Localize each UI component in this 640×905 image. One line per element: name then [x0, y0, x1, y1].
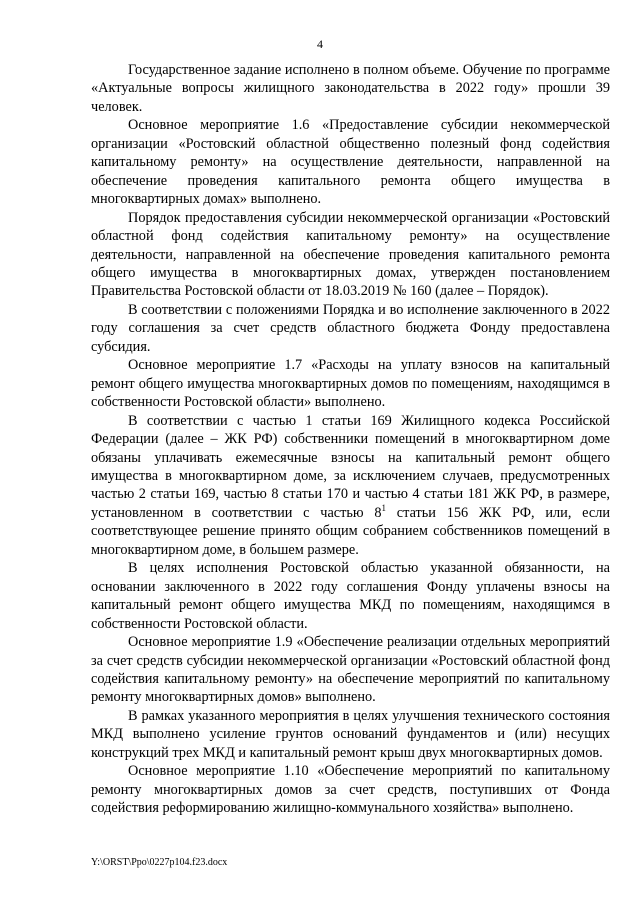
paragraph-state-task: Государственное задание исполнено в полном объеме. Обучение по программе «Актуальные вопросы жилищного законодательства в 2022 году» прошли 39 человек.: [91, 62, 610, 115]
paragraph-technical-condition: В рамках указанного мероприятия в целях улучшения технического состояния МКД выполнено усиление грунтов оснований фундаментов и (или) несущих конструкций трех МКД и капитальный ремонт крыш двух многоквартирных домов.: [91, 707, 610, 761]
paragraph-contributions-paid: В целях исполнения Ростовской областью указанной обязанности, на основании заключенного в 2022 году соглашения Фонду уплачены взносы на капитальный ремонт общего имущества МКД по помещениям, находящимся в собственности Ростовской области.: [91, 560, 610, 632]
document-body: [91, 61, 610, 818]
footer-file-path: Y:\ORST\Ppo\0227p104.f23.docx: [91, 857, 228, 868]
paragraph-measure-1-10: Основное мероприятие 1.10 «Обеспечение мероприятий по капитальному ремонту многоквартирных домов за счет средств, поступивших от Фонда содействия реформированию жилищно-коммунального хозяйства» выполнено.: [91, 763, 610, 817]
page-number: 4: [317, 37, 323, 51]
paragraph-housing-code: [91, 412, 610, 560]
paragraph-subsidy-provided: В соответствии с положениями Порядка и во исполнение заключенного в 2022 году соглашения за счет средств областного бюджета Фонду предоставлена субсидия.: [91, 301, 610, 355]
paragraph-measure-1-7: Основное мероприятие 1.7 «Расходы на уплату взносов на капитальный ремонт общего имущества многоквартирных домов по помещениям, находящимся в собственности Ростовской области» выполнено.: [91, 357, 610, 411]
housing-code-text-end: статьи 156 ЖК РФ, или, если соответствующее решение принято общим собранием собственников помещений в многоквартирном доме, в большем размере.: [91, 504, 611, 558]
paragraph-measure-1-9: Основное мероприятие 1.9 «Обеспечение реализации отдельных мероприятий за счет средств субсидии некоммерческой организации «Ростовский областной фонд содействия капитальному ремонту» на обеспечение мероприятий по капитальному ремонту многоквартирных домов» выполнено.: [91, 634, 610, 706]
housing-code-text-start: В соответствии с частью 1 статьи 169 Жилищного кодекса Российской Федерации (далее – ЖК РФ) собственники помещений в многоквартирном доме обязаны уплачивать ежемесячные взносы на капитальный ремонт общего имущества в многоквартирном доме, за исключением случаев, предусмотренных частью 2 статьи 169, частью 8 статьи 170 и частью 4 статьи 181 ЖК РФ, в размере, установленном в соответствии с частью 8: [91, 412, 610, 521]
paragraph-subsidy-procedure: Порядок предоставления субсидии некоммерческой организации «Ростовский областной фонд содействия капитальному ремонту» на осуществление деятельности, направленной на обеспечение проведения капитального ремонта общего имущества в многоквартирных домах, утвержден постановлением Правительства Ростовской области от 18.03.2019 № 160 (далее – Порядок).: [91, 209, 610, 300]
superscript-one: 1: [381, 502, 387, 513]
paragraph-measure-1-6: Основное мероприятие 1.6 «Предоставление субсидии некоммерческой организации «Ростовский областной общественно полезный фонд содействия капитальному ремонту» на осуществление деятельности, направленной на обеспечение проведения капитального ремонта общего имущества в многоквартирных домах» выполнено.: [91, 117, 610, 208]
